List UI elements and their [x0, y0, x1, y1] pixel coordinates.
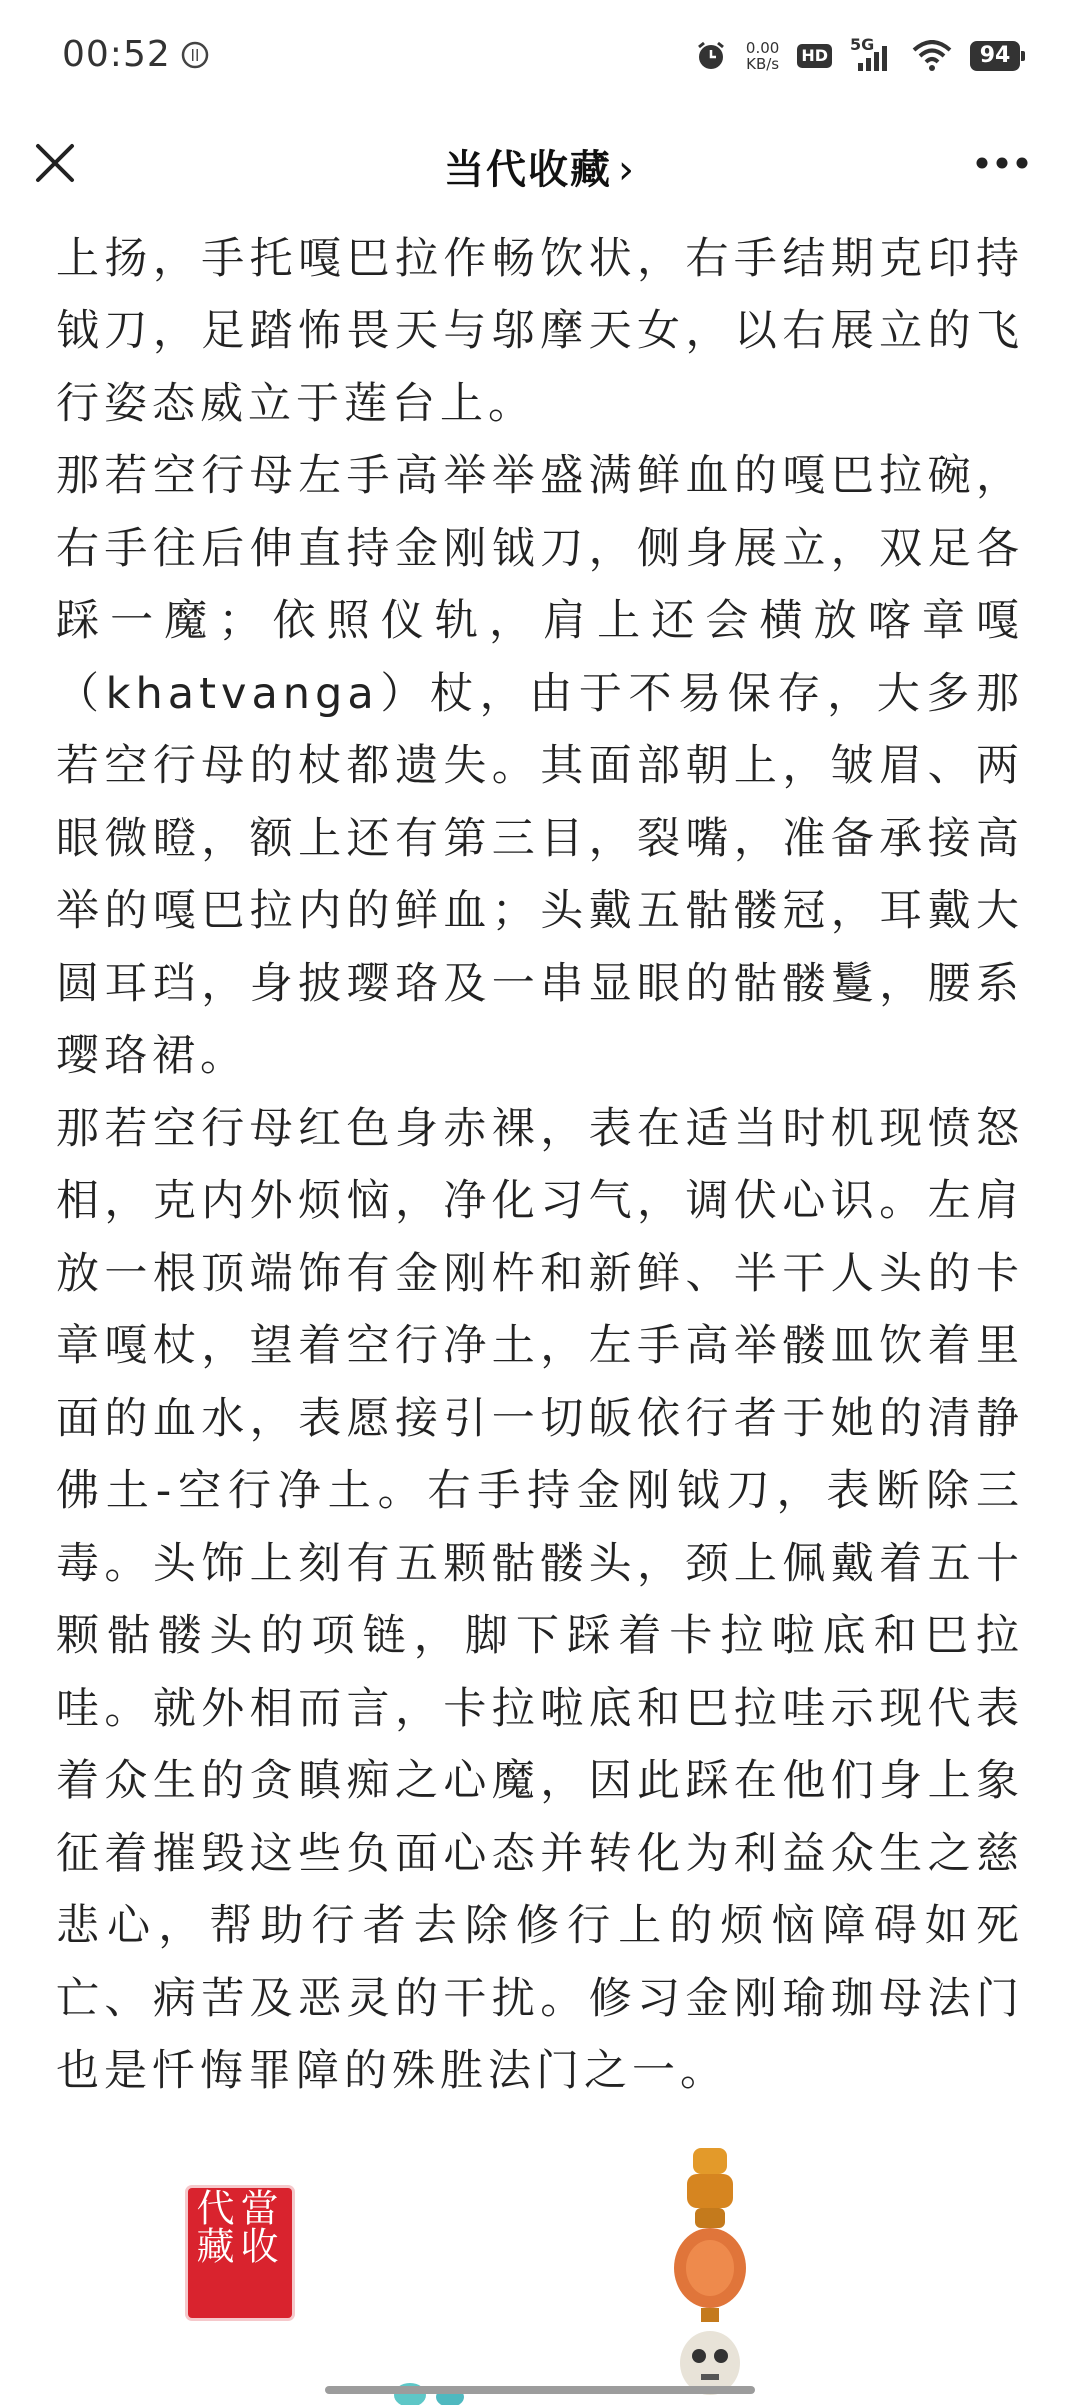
more-icon[interactable] — [974, 152, 1030, 174]
speed-value: 0.00 — [745, 39, 780, 57]
ornament-image[interactable] — [665, 2148, 755, 2400]
status-time: 00:52 — [62, 34, 171, 75]
svg-text:ll: ll — [190, 46, 200, 65]
paragraph: 那若空行母左手高举举盛满鲜血的嘎巴拉碗，右手往后伸直持金刚钺刀，侧身展立，双足各踩一魔；依照仪轨，肩上还会横放喀章嘎（khatvanga）杖，由于不易保存，大多那若空行母的杖都遗失。其面部朝上，皱眉、两眼微瞪，额上还有第三目，裂嘴，准备承接高举的嘎巴拉内的鲜血；头戴五骷髅冠，耳戴大圆耳珰，身披璎珞及一串显眼的骷髅鬘，腰系璎珞裙。 — [56, 451, 1024, 1081]
status-right-icons — [676, 34, 1020, 78]
account-title[interactable] — [0, 138, 1080, 195]
article-text — [56, 222, 1024, 2108]
network-speed — [746, 40, 779, 72]
account-name[interactable]: 当代收藏 — [444, 147, 612, 193]
status-bar — [0, 0, 1080, 112]
turquoise-ornament — [390, 2365, 470, 2405]
nav-bar — [0, 112, 1080, 222]
article-images[interactable] — [0, 2148, 1080, 2400]
seal-text-right: 當收 — [234, 2188, 278, 2264]
hd-badge: HD — [797, 44, 832, 68]
network-label: 5G — [850, 35, 875, 54]
speed-unit: KB/s — [746, 55, 780, 73]
brand-seal-logo — [188, 2188, 292, 2318]
paragraph: 上扬，手托嘎巴拉作畅饮状，右手结期克印持钺刀，足踏怖畏天与邬摩天女，以右展立的飞行姿态威立于莲台上。 — [56, 233, 1024, 429]
chevron-right-icon: › — [618, 147, 636, 193]
seal-text-left: 代藏 — [190, 2188, 234, 2264]
signal-icon — [850, 35, 894, 73]
alarm-icon — [694, 39, 728, 73]
paragraph: 那若空行母红色身赤裸，表在适当时机现愤怒相，克内外烦恼，净化习气，调伏心识。左肩放一根顶端饰有金刚杵和新鲜、半干人头的卡章嘎杖，望着空行净土，左手高举髅皿饮着里面的血水，表愿接引一切皈依行者于她的清静佛土-空行净土。右手持金刚钺刀，表断除三毒。头饰上刻有五颗骷髅头，颈上佩戴着五十颗骷髅头的项链，脚下踩着卡拉啦底和巴拉哇。就外相而言，卡拉啦底和巴拉哇示现代表着众生的贪瞋痴之心魔，因此踩在他们身上象征着摧毁这些负面心态并转化为利益众生之慈悲心，帮助行者去除修行上的烦恼障碍如死亡、病苦及恶灵的干扰。修习金刚瑜珈母法门也是忏悔罪障的殊胜法门之一。 — [56, 1103, 1024, 2096]
battery-level: 94 — [979, 43, 1011, 68]
home-indicator[interactable] — [325, 2386, 755, 2394]
wifi-icon — [912, 40, 952, 72]
article-content — [0, 222, 1080, 2152]
notification-icon — [180, 40, 210, 70]
battery-icon — [970, 41, 1020, 71]
